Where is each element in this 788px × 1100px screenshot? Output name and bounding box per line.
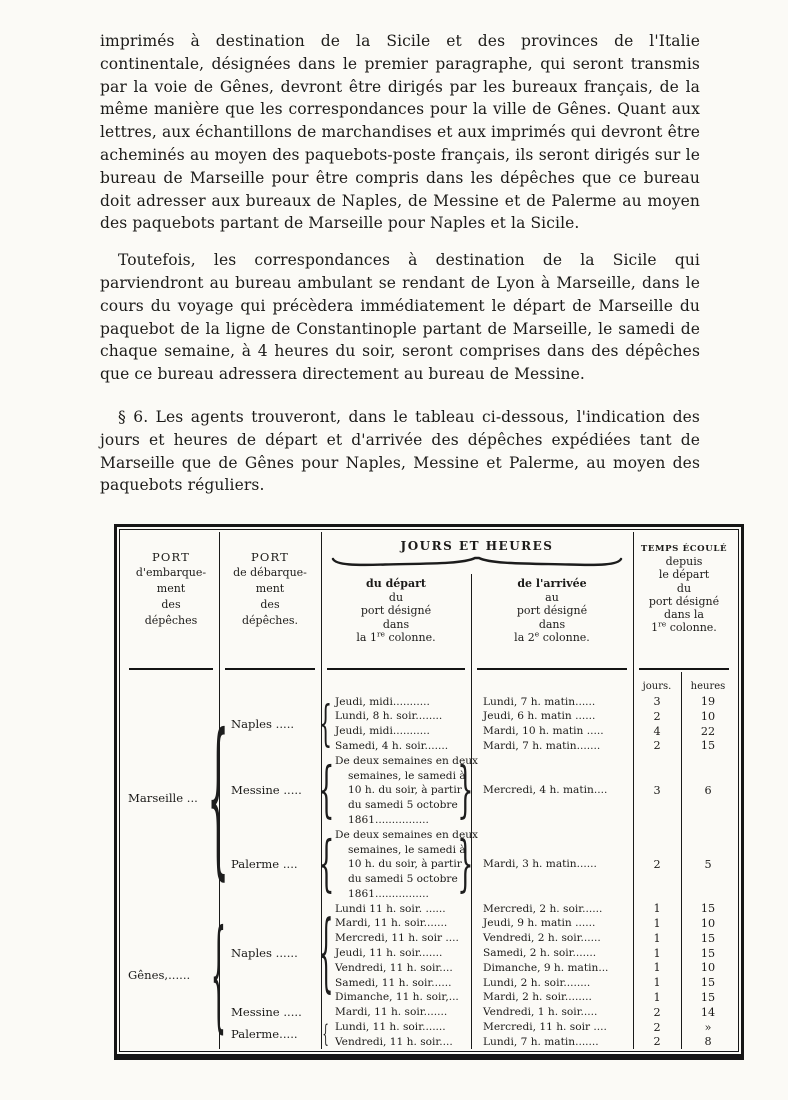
departure-cell: semaines, le samedi à — [348, 769, 466, 782]
heures-cell: 19 — [700, 695, 716, 709]
table-frame — [119, 529, 739, 1052]
arrival-cell: Mardi, 7 h. matin....... — [483, 739, 601, 752]
jours-cell: 1 — [653, 902, 661, 916]
departure-cell: semaines, le samedi à — [348, 843, 466, 856]
departure-brace-icon: } — [456, 753, 474, 825]
departure-brace-icon: } — [456, 827, 474, 899]
debark-port-label: Messine ..... — [231, 1005, 302, 1020]
jours-cell: 1 — [653, 976, 661, 990]
departure-cell: Mercredi, 11 h. soir .... — [335, 932, 459, 945]
jours-cell: 4 — [653, 724, 661, 738]
header-line: le départ — [658, 568, 710, 582]
heures-cell: 6 — [704, 783, 712, 797]
header-line: dans — [538, 617, 566, 631]
header-line — [633, 621, 735, 634]
header-line: port désigné — [648, 594, 720, 608]
debark-port-label: Palerme..... — [231, 1027, 298, 1042]
departure-brace-icon: { — [317, 753, 335, 825]
header-temps-ecoule — [633, 532, 735, 672]
jours-cell: 1 — [653, 990, 661, 1004]
header-line-text: 1 — [651, 621, 659, 635]
header-line-text: colonne. — [385, 631, 436, 645]
embark-port-label: Marseille ... — [128, 790, 198, 805]
ordinal-superscript: re — [376, 629, 385, 639]
heures-cell: 22 — [700, 724, 716, 738]
departure-cell: 1861................ — [348, 887, 429, 900]
departure-cell: De deux semaines en deux — [335, 754, 479, 767]
embark-port-label: Gênes,...... — [128, 968, 191, 983]
heures-cell: 5 — [704, 857, 712, 871]
header-line: dépêches. — [242, 614, 298, 628]
arrival-cell: Jeudi, 6 h. matin ...... — [483, 710, 596, 723]
header-line: d'embarque- — [135, 566, 207, 580]
jours-cell: 2 — [653, 857, 661, 871]
header-line: de l'arrivée — [517, 577, 587, 591]
heures-cell: 15 — [700, 946, 716, 960]
departure-brace-icon: { — [319, 694, 333, 752]
embark-brace-icon: { — [210, 903, 226, 1045]
departure-cell: 10 h. du soir, à partir — [348, 784, 462, 797]
departure-cell: Mardi, 11 h. soir....... — [335, 917, 448, 930]
departure-brace-icon: { — [322, 1019, 330, 1048]
horizontal-brace-ornament — [327, 554, 627, 570]
debark-port-label: Naples ..... — [231, 716, 295, 731]
arrival-cell: Mardi, 3 h. matin...... — [483, 858, 597, 871]
departure-cell: Vendredi, 11 h. soir.... — [335, 1035, 453, 1048]
header-line: depuis — [665, 555, 703, 569]
arrival-cell: Lundi, 7 h. matin...... — [483, 695, 596, 708]
header-line: des — [260, 598, 280, 612]
table-header — [123, 532, 735, 672]
arrival-cell: Jeudi, 9 h. matin ...... — [483, 917, 596, 930]
heures-cell: 10 — [700, 709, 716, 723]
header-line: TEMPS ÉCOULÉ — [640, 544, 728, 555]
departure-cell: du samedi 5 octobre — [348, 873, 458, 886]
paragraph-3: § 6. Les agents trouveront, dans le tableau ci-dessous, l'indication des jours et heures de départ et d'arrivée des dépêches expédiées tant de Marseille que de Gênes pour Naples, Messine et Palerme, au moyen des paquebots réguliers. — [100, 407, 700, 495]
departure-cell: Mardi, 11 h. soir....... — [335, 1006, 448, 1019]
ordinal-superscript: e — [534, 629, 540, 639]
subheader-heures: heures — [690, 681, 726, 693]
heures-cell: » — [704, 1020, 712, 1034]
header-line: dépêches — [144, 614, 198, 628]
header-port-embarquement — [123, 532, 219, 672]
ordinal-superscript: re — [658, 619, 667, 629]
heures-cell: 14 — [700, 1005, 716, 1019]
departure-brace-icon: { — [318, 902, 334, 1002]
header-line: de débarque- — [233, 566, 307, 580]
departure-cell: Lundi, 11 h. soir....... — [335, 1021, 446, 1034]
arrival-cell: Lundi, 2 h. soir........ — [483, 976, 591, 989]
departure-cell: Dimanche, 11 h. soir,... — [335, 991, 459, 1004]
departure-cell: Samedi, 4 h. soir....... — [335, 739, 449, 752]
arrival-cell: Mercredi, 4 h. matin.... — [483, 784, 608, 797]
jours-cell: 1 — [653, 931, 661, 945]
table-grid — [123, 532, 735, 1049]
jours-cell: 3 — [653, 695, 661, 709]
heures-cell: 10 — [700, 961, 716, 975]
arrival-cell: Vendredi, 1 h. soir..... — [483, 1006, 598, 1019]
jours-cell: 1 — [653, 946, 661, 960]
header-line-text: colonne. — [539, 631, 590, 645]
jours-cell: 3 — [653, 783, 661, 797]
header-line: port désigné — [360, 604, 432, 618]
heures-cell: 8 — [704, 1035, 712, 1049]
arrival-cell: Vendredi, 2 h. soir...... — [483, 932, 601, 945]
heures-cell: 15 — [700, 976, 716, 990]
departure-cell: Jeudi, midi........... — [335, 725, 430, 738]
departure-cell: Vendredi, 11 h. soir.... — [335, 961, 453, 974]
group-title: JOURS ET HEURES — [400, 539, 554, 554]
jours-cell: 2 — [653, 709, 661, 723]
subheader-jours: jours. — [642, 681, 672, 693]
departure-cell: Lundi, 8 h. soir........ — [335, 710, 443, 723]
header-line: du — [388, 590, 404, 604]
departure-brace-icon: { — [317, 827, 335, 899]
embark-brace-icon: { — [207, 698, 229, 897]
jours-cell: 1 — [653, 916, 661, 930]
jours-cell: 2 — [653, 739, 661, 753]
departure-cell: Jeudi, midi........... — [335, 695, 430, 708]
debark-port-label: Naples ...... — [231, 946, 298, 961]
jours-cell: 2 — [653, 1035, 661, 1049]
header-line: du — [676, 581, 692, 595]
schedule-table — [114, 524, 744, 1060]
header-line: PORT — [151, 550, 191, 565]
header-line — [321, 631, 471, 645]
header-line: dans la — [664, 607, 704, 621]
departure-cell: 1861................ — [348, 813, 429, 826]
departure-cell: du samedi 5 octobre — [348, 799, 458, 812]
header-port-debarquement — [219, 532, 321, 672]
table-body — [123, 672, 735, 1049]
jours-cell: 2 — [653, 1005, 661, 1019]
header-line: dans — [382, 617, 410, 631]
arrival-cell: Lundi, 7 h. matin....... — [483, 1035, 599, 1048]
header-line-text: la 2 — [514, 631, 535, 645]
debark-port-label: Messine ..... — [231, 783, 302, 798]
header-line: PORT — [250, 550, 290, 565]
header-line — [471, 631, 633, 645]
heures-cell: 15 — [700, 990, 716, 1004]
heures-cell: 15 — [700, 739, 716, 753]
header-line: du départ — [366, 577, 426, 591]
arrival-cell: Samedi, 2 h. soir....... — [483, 947, 597, 960]
heures-cell: 10 — [700, 916, 716, 930]
departure-cell: De deux semaines en deux — [335, 828, 479, 841]
header-line: au — [545, 590, 559, 604]
header-subrow — [321, 570, 633, 672]
header-arrivee-column — [471, 570, 633, 672]
arrival-cell: Dimanche, 9 h. matin... — [483, 961, 609, 974]
header-jours-et-heures-group — [321, 532, 633, 672]
arrival-cell: Mardi, 10 h. matin ..... — [483, 725, 604, 738]
heures-cell: 15 — [700, 931, 716, 945]
header-line-text: colonne. — [666, 621, 717, 635]
arrival-cell: Mercredi, 2 h. soir...... — [483, 902, 603, 915]
paragraph-2: Toutefois, les correspondances à destination de la Sicile qui parviendront au bureau ambulant se rendant de Lyon à Marseille, dans le cours du voyage qui précèdera immédiatement le départ de Marseille du paquebot de la ligne de Constantinople partant de Marseille, le samedi de chaque semaine, à 4 heures du soir, seront comprises dans des dépêches que ce bureau adressera directement au bureau de Messine. — [100, 251, 700, 384]
header-line-text: la 1 — [356, 631, 377, 645]
heures-cell: 15 — [700, 902, 716, 916]
departure-cell: Jeudi, 11 h. soir....... — [335, 947, 443, 960]
header-line: des — [161, 598, 181, 612]
jours-cell: 1 — [653, 961, 661, 975]
paragraph-1: imprimés à destination de la Sicile et des provinces de l'Italie continentale, désignées dans le premier paragraphe, qui seront transmis par la voie de Gênes, devront être dirigés par les bureaux français, de la même manière que les correspondances pour la ville de Gênes. Quant aux lettres, aux échantillons de marchandises et aux imprimés qui devront être acheminés au moyen des paquebots-poste français, ils seront dirigés sur le bureau de Marseille pour être compris dans les dépêches que ce bureau doit adresser aux bureaux de Naples, de Messine et de Palerme au moyen des paquebots partant de Marseille pour Naples et la Sicile. — [100, 32, 700, 233]
departure-cell: Lundi 11 h. soir. ...... — [335, 902, 446, 915]
header-line: ment — [156, 582, 186, 596]
jours-cell: 2 — [653, 1020, 661, 1034]
departure-cell: Samedi, 11 h. soir...... — [335, 976, 452, 989]
header-line: port désigné — [516, 604, 588, 618]
arrival-cell: Mardi, 2 h. soir........ — [483, 991, 592, 1004]
arrival-cell: Mercredi, 11 h. soir .... — [483, 1021, 607, 1034]
header-line: ment — [255, 582, 285, 596]
debark-port-label: Palerme .... — [231, 857, 298, 872]
departure-cell: 10 h. du soir, à partir — [348, 858, 462, 871]
header-depart-column — [321, 570, 471, 672]
